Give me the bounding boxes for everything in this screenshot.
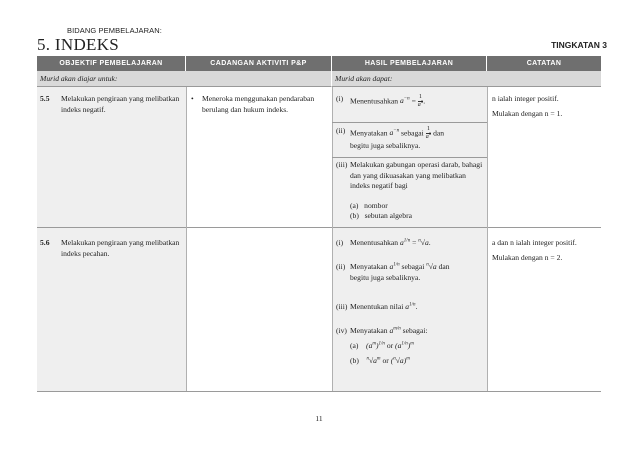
col-header-catatan: CATATAN (487, 56, 601, 71)
fraction: $\frac{1}{a^n}$ (425, 126, 432, 140)
outcome-divider-2 (332, 157, 487, 158)
objective-text: Melakukan pengiraan yang melibatkan indeks pecahan. (61, 238, 180, 258)
col-header-cadangan: CADANGAN AKTIVITI P&P (186, 56, 332, 71)
notes-5-6 (492, 238, 600, 263)
outcome-5-5-i: (i) Menentusahkan $a^{-n}$ = $\frac{1}{a^n}$ . (336, 94, 426, 108)
row-divider (37, 227, 601, 228)
col-header-objektif: OBJEKTIF PEMBELAJARAN (37, 56, 186, 71)
col-divider-1 (186, 87, 187, 391)
outcome-5-6-iv-a: (a) $(a^m)^{1/n}$ or $(a^{1/n})^m$ (350, 341, 414, 350)
objective-text: Melakukan pengiraan yang melibatkan indeks negatif. (61, 94, 180, 114)
note-line: Mulakan dengan n = 1. (492, 108, 563, 118)
outcome-5-5-iii-a: (a) nombor (350, 201, 388, 210)
subheader-diajar: Murid akan diajar untuk: (37, 71, 332, 87)
col-header-hasil: HASIL PEMBELAJARAN (332, 56, 487, 71)
outcome-5-5-ii: (ii) Menyatakan $a^{-n}$ sebagai $\frac{1}{a^n}$ dan begitu juga sebaliknya. (336, 126, 445, 150)
bullet: • (191, 94, 194, 103)
activity-5-5 (191, 94, 326, 115)
outcome-5-6-iv-b: (b) $^n√a^m$ or $(^n√a)^m$ (350, 356, 410, 365)
objective-5-6 (40, 238, 180, 259)
bidang-label: BIDANG PEMBELAJARAN: (67, 26, 162, 35)
objective-5-5 (40, 94, 180, 115)
activity-text: Meneroka menggunakan pendaraban berulang dan hukum indeks. (202, 94, 315, 114)
note-line: n ialah integer positif. (492, 94, 559, 103)
note-line: a dan n ialah integer positif. (492, 238, 577, 247)
col-divider-2 (332, 87, 333, 391)
page-title: 5. INDEKS (37, 35, 120, 54)
objective-number: 5.5 (40, 94, 50, 103)
notes-5-5 (492, 94, 600, 119)
objective-number: 5.6 (40, 238, 50, 247)
outcome-divider-1 (332, 122, 487, 123)
fraction: $\frac{1}{a^n}$ (417, 94, 424, 108)
page-number: 11 (315, 414, 323, 423)
tingkatan-label: TINGKATAN 3 (551, 40, 607, 50)
note-line: Mulakan dengan n = 2. (492, 252, 563, 262)
outcome-5-5-iii-b: (b) sebutan algebra (350, 211, 413, 220)
subheader-dapat: Murid akan dapat: (332, 71, 601, 87)
col-divider-3 (487, 87, 488, 391)
table-bottom-line (37, 391, 601, 392)
